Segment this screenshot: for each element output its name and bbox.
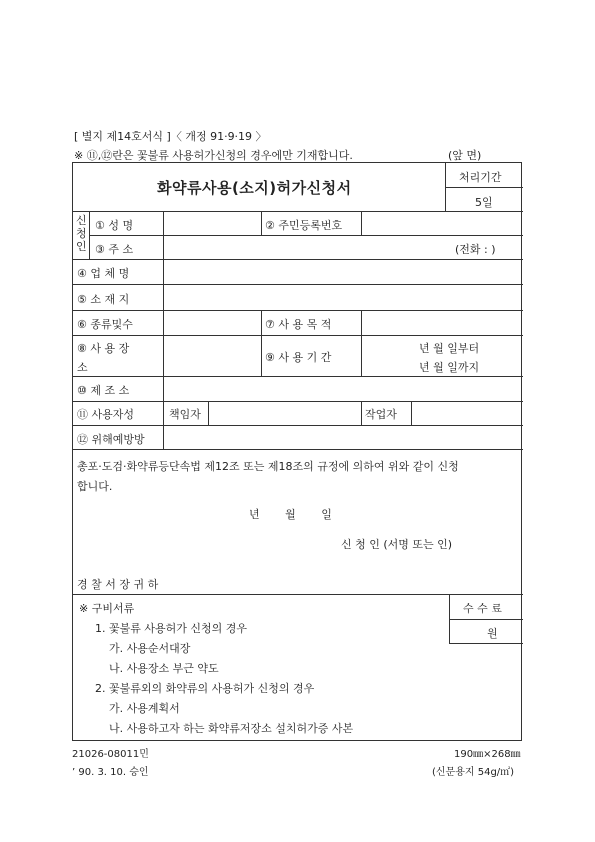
approval-date: ’ 90. 3. 10. 승인 [72,767,149,778]
responsible-person-label: 책임자 [169,408,201,421]
address-label: ③ 주 소 [95,243,134,256]
doc-item: 1. 꽃불류 사용허가 신청의 경우 [95,622,247,635]
doc-item: 2. 꽃불류외의 화약류의 사용허가 신청의 경우 [95,682,315,695]
applicant-signature: 신 청 인 (서명 또는 인) [341,538,453,551]
form-number: [ 별지 제14호서식 ]〈 개정 91·9·19 〉 [74,130,267,143]
processing-period-label: 처리기간 [459,171,502,184]
doc-item: 나. 사용장소 부근 약도 [109,662,219,675]
paper-type: (신문용지 54g/㎡) [432,767,515,778]
worker-label: 작업자 [365,408,397,421]
use-place-label: ⑧ 사 용 장 [77,342,130,355]
phone-label: (전화 : ) [455,243,496,256]
form-code: 21026-08011민 [72,749,149,760]
paper-size: 190㎜×268㎜ [454,749,521,760]
date-line: 년 월 일 [249,508,332,521]
addressee: 경 찰 서 장 귀 하 [77,578,159,591]
resident-number-label: ② 주민등록번호 [265,219,343,232]
use-place-label-cont: 소 [77,361,88,374]
doc-item: 가. 사용순서대장 [109,642,191,655]
fee-label: 수 수 료 [463,602,502,615]
period-to: 년 월 일까지 [419,361,480,374]
statement-line-1: 총포·도검·화약류등단속법 제12조 또는 제18조의 규정에 의하여 위와 같이 신청 [77,460,459,473]
purpose-label: ⑦ 사 용 목 적 [265,318,332,331]
use-period-label: ⑨ 사 용 기 간 [265,351,332,364]
fee-value: 원 [487,627,498,640]
hazard-prevention-label: ⑫ 위해예방방 [77,433,145,446]
application-form [72,162,522,741]
location-label: ⑤ 소 재 지 [77,293,130,306]
statement-line-2: 합니다. [77,480,113,493]
applicant-section-label: 신청인 [76,214,87,253]
type-quantity-label: ⑥ 종류및수 [77,318,133,331]
required-docs-title: ※ 구비서류 [79,602,135,615]
manufacturer-label: ⑩ 제 조 소 [77,384,130,397]
name-label: ① 성 명 [95,219,134,232]
form-title: 화약류사용(소지)허가신청서 [157,179,352,197]
period-from: 년 월 일부터 [419,342,480,355]
doc-item: 가. 사용계획서 [109,702,180,715]
form-note: ※ ⑪,⑫란은 꽃불류 사용허가신청의 경우에만 기재합니다. [74,149,353,162]
processing-period-value: 5일 [475,196,493,209]
page-side: (앞 면) [448,149,482,162]
user-label: ⑪ 사용자성 [77,408,135,421]
company-name-label: ④ 업 체 명 [77,267,130,280]
doc-item: 나. 사용하고자 하는 화약류저장소 설치허가증 사본 [109,722,354,735]
